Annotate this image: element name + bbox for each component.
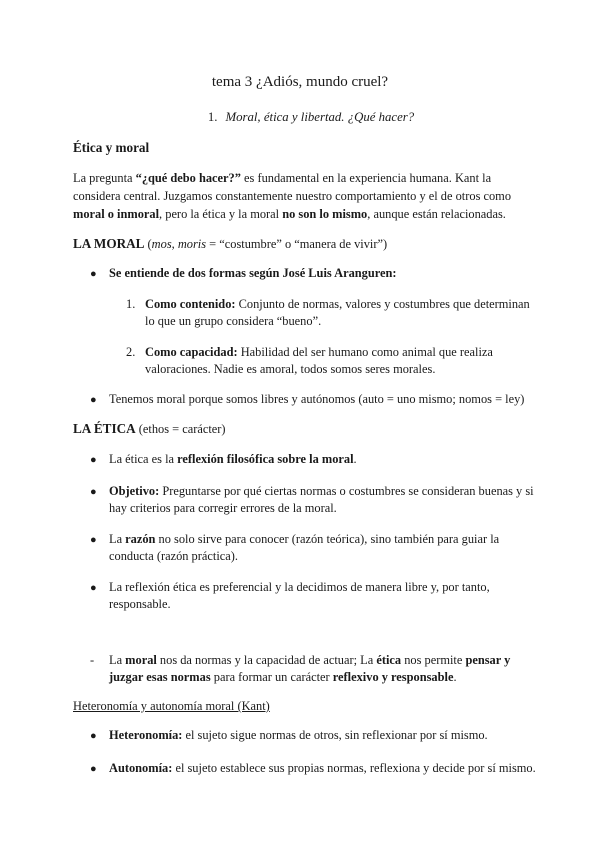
latin-term: mos, moris (151, 237, 207, 251)
bullet-icon: ● (90, 268, 97, 280)
text: no solo sirve para conocer (razón teórica), sino también para guiar la (155, 532, 500, 546)
bullet-heteronomia (109, 726, 488, 744)
bold-text: razón (125, 532, 156, 546)
bullet-icon: ● (90, 534, 97, 546)
bold-text: juzgar esas normas (109, 670, 211, 684)
heading-text: LA MORAL (73, 236, 145, 251)
summary-line1 (109, 651, 510, 669)
bold-text: no son lo mismo (282, 207, 368, 221)
paragraph-intro-line3 (73, 205, 506, 223)
bold-question: “¿qué debo hacer?” (135, 171, 241, 185)
bold-text: ética (376, 653, 402, 667)
bold-text: moral (125, 653, 157, 667)
bullet-objetivo-line1 (109, 482, 534, 500)
bold-label: Autonomía: (109, 761, 173, 775)
bold-text: reflexivo y responsable (332, 670, 454, 684)
text: nos permite (401, 653, 466, 667)
text: . (453, 670, 457, 684)
bold-text: moral o inmoral (73, 207, 160, 221)
text: es fundamental en la experiencia humana. Kant la (240, 171, 492, 185)
text: el sujeto sigue normas de otros, sin reflexionar por sí mismo. (182, 728, 488, 742)
summary-line2 (109, 668, 457, 686)
item-como-contenido-line1 (145, 295, 530, 313)
heading-la-etica (73, 420, 226, 438)
bold-label: Como contenido: (145, 297, 236, 311)
text: . (353, 452, 357, 466)
text: , pero la ética y la moral (159, 207, 283, 221)
text: La (109, 653, 126, 667)
text: ( (144, 237, 152, 251)
bullet-razon-line2: conducta (razón práctica). (109, 549, 238, 563)
paragraph-intro-line2: considera central. Juzgamos constantemente nuestro comportamiento y el de otros como (73, 189, 512, 203)
bullet-icon: ● (90, 582, 97, 594)
bullet-icon: ● (90, 486, 97, 498)
text: Preguntarse por qué ciertas normas o costumbres se consideran buenas y si (159, 484, 534, 498)
text: , aunque están relacionadas. (367, 207, 506, 221)
bullet-reflexion-etica-line2: responsable. (109, 597, 171, 611)
bullet-reflexion-filosofica (109, 450, 357, 468)
text: el sujeto establece sus propias normas, reflexiona y decide por sí mismo. (172, 761, 536, 775)
bold-label: Como capacidad: (145, 345, 238, 359)
bullet-icon: ● (90, 394, 97, 406)
paragraph-intro-line1 (73, 169, 491, 187)
heading-la-moral (73, 235, 387, 253)
bullet-icon: ● (90, 763, 97, 775)
bullet-objetivo-line2: hay criterios para corregir errores de la moral. (109, 501, 337, 515)
text: para formar un carácter (210, 670, 333, 684)
bold-label: Objetivo: (109, 484, 160, 498)
subtitle-text: Moral, ética y libertad. ¿Qué hacer? (225, 110, 415, 124)
bullet-reflexion-etica-line1: La reflexión ética es preferencial y la decidimos de manera libre y, por tanto, (109, 580, 490, 594)
text: (ethos = carácter) (135, 422, 226, 436)
item-como-capacidad-line2: valoraciones. Nadie es amoral, todos somos seres morales. (145, 362, 436, 376)
bullet-aranguren (109, 264, 397, 282)
bullet-autonomia (109, 759, 536, 777)
text: La (109, 532, 126, 546)
text: = “costumbre” o “manera de vivir”) (206, 237, 388, 251)
bullet-razon-line1 (109, 530, 499, 548)
text: La ética es la (109, 452, 178, 466)
bold-text: Se entiende de dos formas según José Luis Aranguren: (109, 266, 397, 280)
heading-heteronomia-autonomia: Heteronomía y autonomía moral (Kant) (73, 699, 270, 713)
bold-text: reflexión filosófica sobre la moral (177, 452, 354, 466)
heading-etica-moral: Ética y moral (73, 140, 150, 155)
bold-label: Heteronomía: (109, 728, 183, 742)
list-number: 2. (126, 345, 136, 359)
list-number: 1. (126, 297, 136, 311)
heading-text: LA ÉTICA (73, 421, 136, 436)
section-subtitle (0, 108, 600, 126)
bold-text: pensar y (465, 653, 511, 667)
item-como-capacidad-line1 (145, 343, 493, 361)
text: Conjunto de normas, valores y costumbres que determinan (235, 297, 530, 311)
bullet-icon: ● (90, 454, 97, 466)
text: La pregunta (73, 171, 136, 185)
text: Habilidad del ser humano como animal que realiza (237, 345, 493, 359)
bullet-icon: ● (90, 730, 97, 742)
document-title: tema 3 ¿Adiós, mundo cruel? (211, 74, 389, 90)
text: nos da normas y la capacidad de actuar; La (156, 653, 377, 667)
item-como-contenido-line2: lo que un grupo considera “bueno”. (145, 314, 322, 328)
subtitle-number: 1. (207, 110, 218, 124)
bullet-libres-autonomos: Tenemos moral porque somos libres y autónomos (auto = uno mismo; nomos = ley) (109, 392, 525, 406)
dash-marker: - (90, 653, 95, 667)
